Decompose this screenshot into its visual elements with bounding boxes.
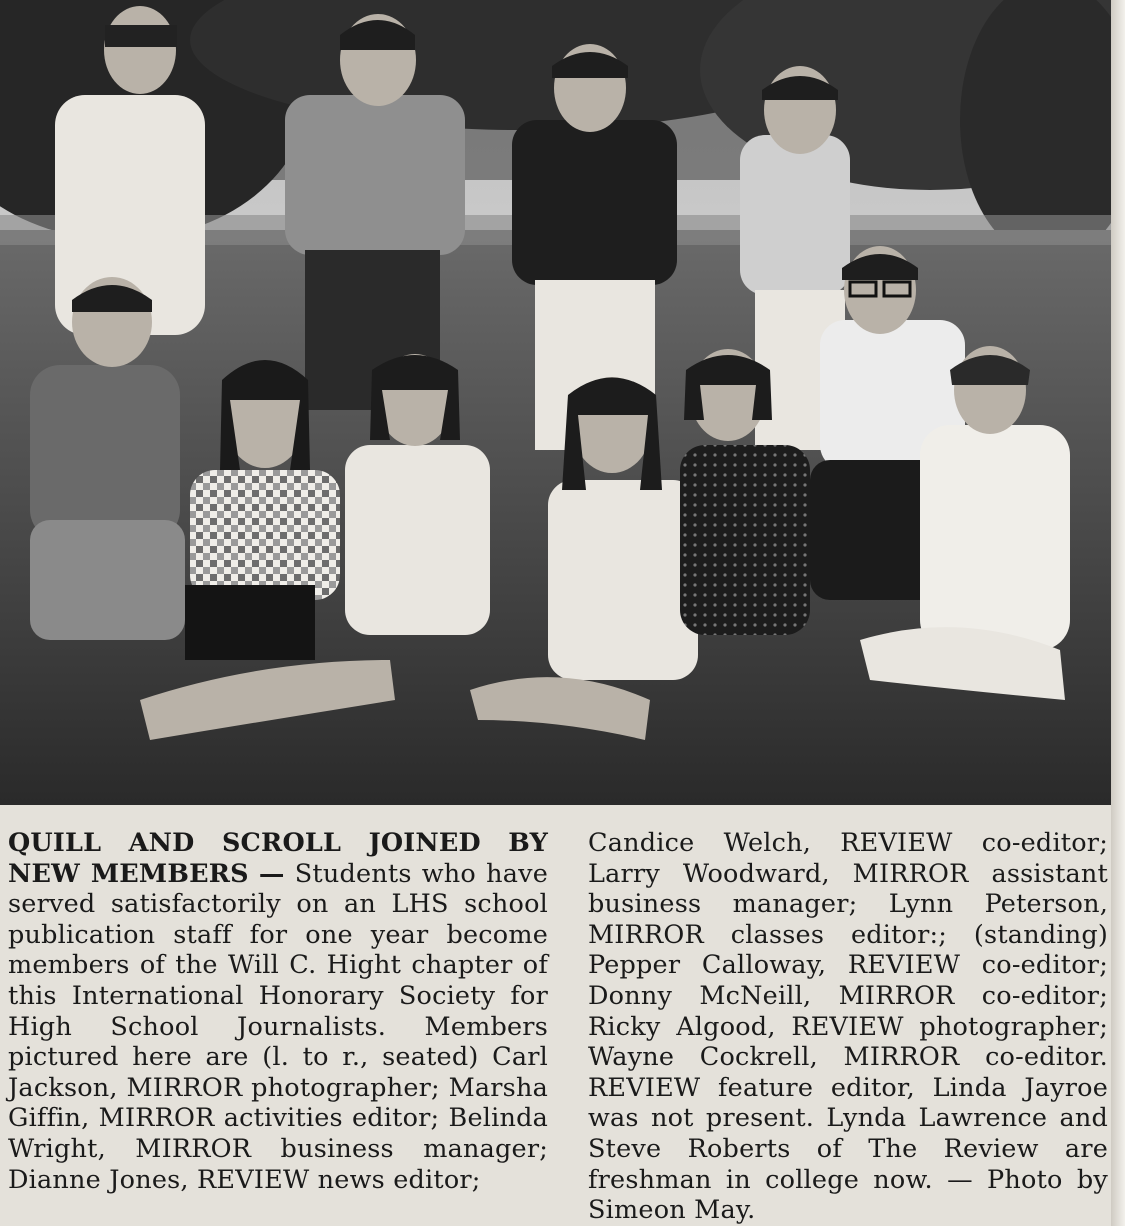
caption-column-right [588,828,1108,1226]
page-edge [1111,0,1125,1226]
headline: QUILL AND SCROLL JOINED BY NEW MEMBERS [8,828,548,889]
caption-column-left [8,828,548,1226]
caption-text-part-1: Students who have served satisfactorily on an LHS school publication staff for one year become members of the Will C. Hight chapter of this International Honorary Society for High School Journalists. Members pictured here are (l. to r., seated) Carl Jackson, MIRROR photographer; Marsha Giffin, MIRROR activities editor; Belinda Wright, MIRROR business manager; Dianne Jones, REVIEW news editor; [8,858,548,1195]
headline-dash: — [258,858,285,889]
caption-paragraph [8,828,548,1195]
caption-text-part-2: Candice Welch, REVIEW co-editor; Larry Woodward, MIRROR assistant business manager; Lynn Peterson, MIRROR classes editor:; (standing) Pepper Calloway, REVIEW co-editor; Donny McNeill, MIRROR co-editor; Ricky Algood, REVIEW photographer; Wayne Cockrell, MIRROR co-editor. REVIEW feature editor, Linda Jayroe was not present. Lynda Lawrence and Steve Roberts of The Review are freshman in college now. — Photo by Simeon May. [588,828,1108,1226]
